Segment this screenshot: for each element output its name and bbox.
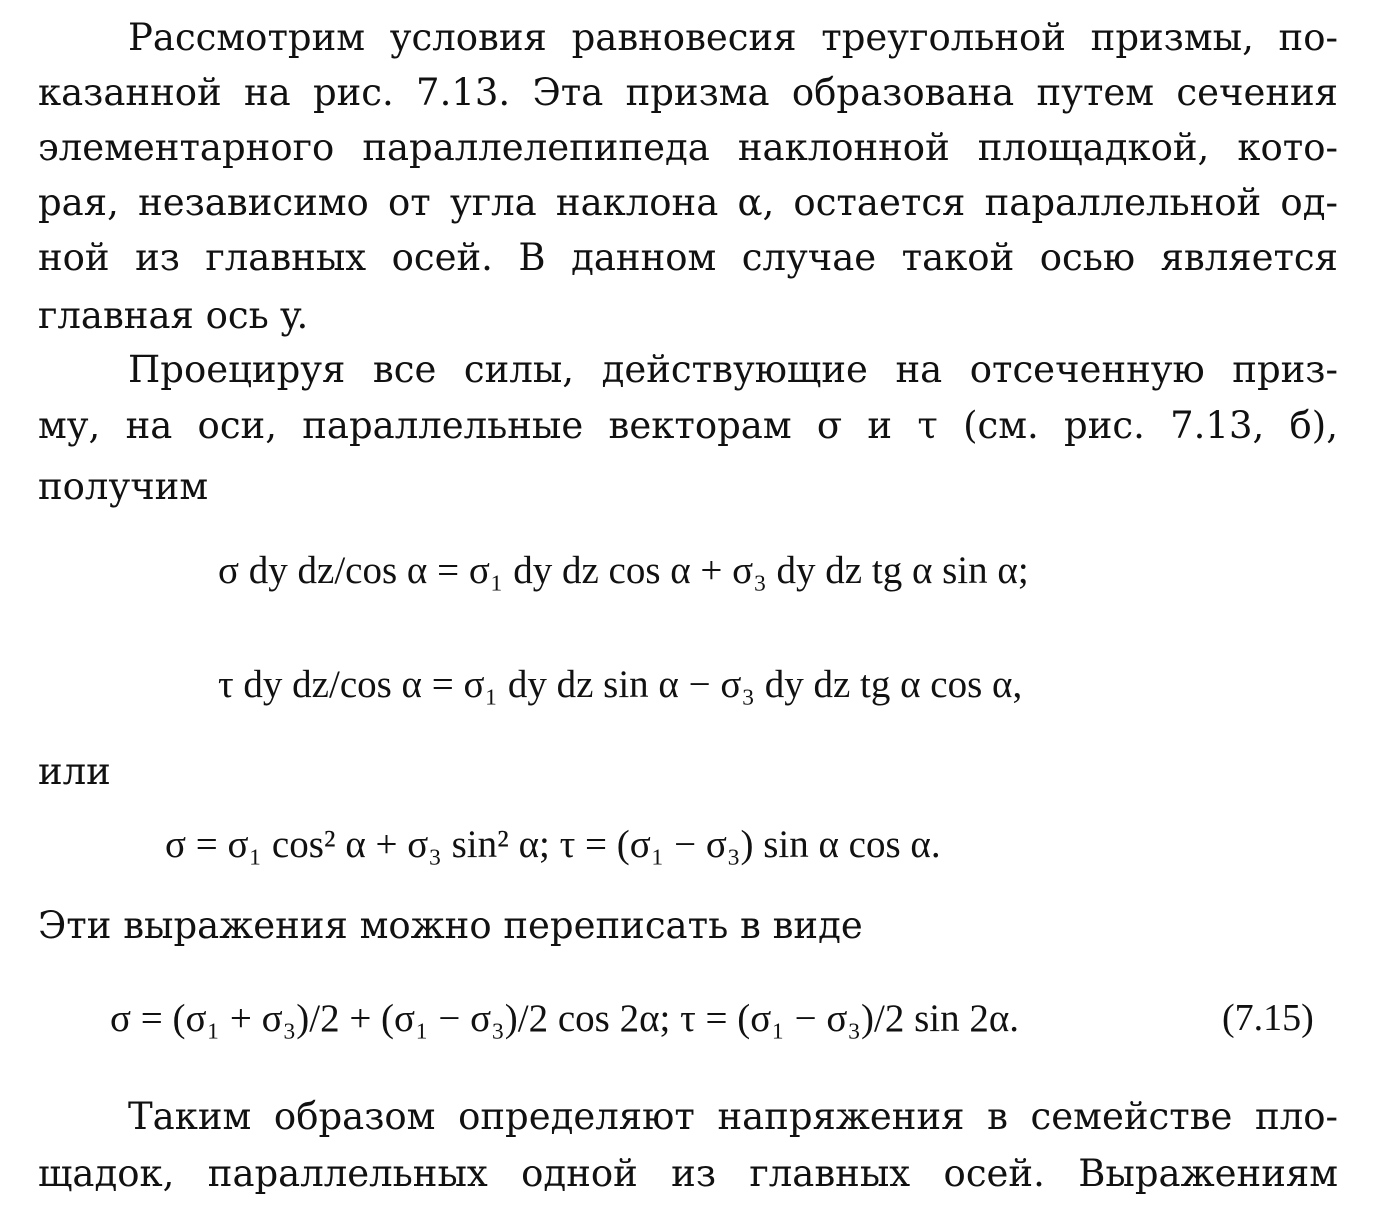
- paragraph1-line-3: элементарного параллелепипеда наклонной площадкой, кото-: [38, 126, 1338, 169]
- paragraph4-line-2: щадок, параллельных одной из главных осей. Выражениям: [38, 1152, 1338, 1195]
- paragraph1-line-4: рая, независимо от угла наклона α, остается параллельной од-: [38, 181, 1338, 224]
- paragraph3-line: Эти выражения можно переписать в виде: [38, 904, 863, 947]
- paragraph1-line-6: главная ось y.: [38, 294, 309, 337]
- paragraph2-line-3: получим: [38, 465, 209, 508]
- equation-number: (7.15): [1222, 997, 1314, 1039]
- paragraph4-line-1: Таким образом определяют напряжения в семействе пло-: [128, 1095, 1338, 1138]
- equation-7-15: σ = (σ₁ + σ₃)/2 + (σ₁ − σ₃)/2 cos 2α; τ = (σ₁ − σ₃)/2 sin 2α.: [110, 997, 1020, 1040]
- paragraph2-line-2: му, на оси, параллельные векторам σ и τ (см. рис. 7.13, б),: [38, 404, 1338, 447]
- equation-sigma-balance: σ dy dz/cos α = σ₁ dy dz cos α + σ₃ dy dz tg α sin α;: [218, 549, 1029, 592]
- word-ili: или: [38, 750, 111, 793]
- paragraph2-line-1: Проецируя все силы, действующие на отсеченную приз-: [128, 348, 1338, 391]
- paragraph1-line-5: ной из главных осей. В данном случае такой осью является: [38, 236, 1338, 279]
- paragraph1-line-1: Рассмотрим условия равновесия треугольной призмы, по-: [128, 16, 1338, 59]
- equation-tau-balance: τ dy dz/cos α = σ₁ dy dz sin α − σ₃ dy dz tg α cos α,: [218, 663, 1023, 706]
- paragraph1-line-2: казанной на рис. 7.13. Эта призма образована путем сечения: [38, 71, 1338, 114]
- equation-sigma-tau: σ = σ₁ cos² α + σ₃ sin² α; τ = (σ₁ − σ₃) sin α cos α.: [165, 823, 941, 866]
